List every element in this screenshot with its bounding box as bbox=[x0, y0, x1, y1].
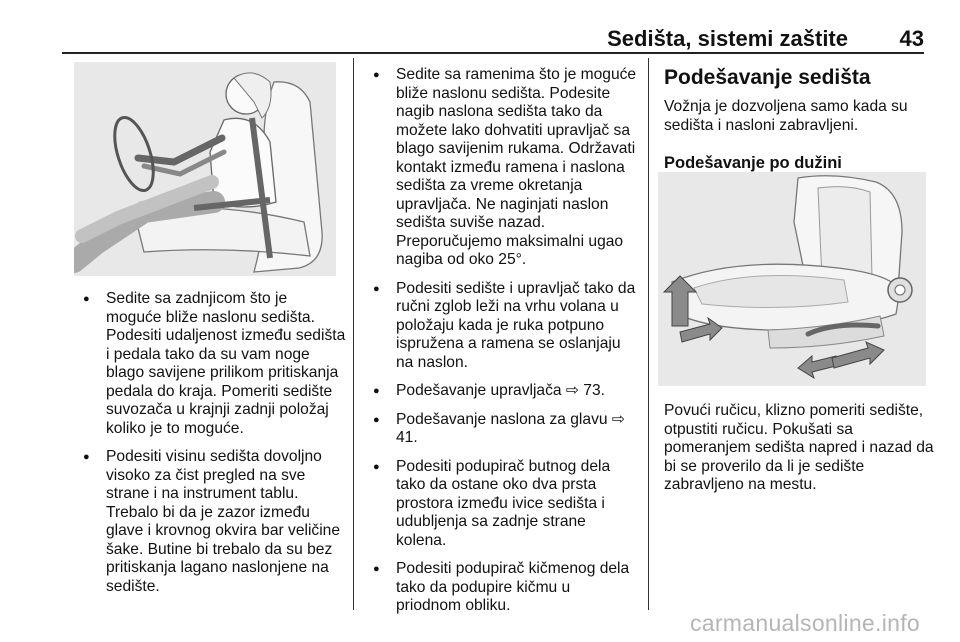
list-item: ● Sedite sa ramenima što je moguće bliže naslonu sedišta. Podesite nagib naslona sedišta tako da možete lako dohvatiti upravljač sa blago savijenim rukama. Održavati kontakt između ramena i naslona sedišta za vreme okretanja upravljača. Ne naginjati naslon sedišta suviše nazad. Preporučujemo maksimalni ugao nagiba od oko 25°. bbox=[372, 66, 638, 270]
list-item: ● Podesiti sedište i upravljač tako da ručni zglob leži na vrhu volana u položaju kada je ruka potpuno ispružena a ramena se oslanjaju na naslon. bbox=[372, 280, 638, 373]
section-intro: Vožnja je dozvoljena samo kada su sedišta i nasloni zabravljeni. bbox=[664, 98, 908, 134]
seat-adjustment-illustration bbox=[658, 172, 926, 386]
section-title: Podešavanje sedišta bbox=[664, 66, 871, 89]
seating-tips-list-1 bbox=[82, 290, 346, 596]
header-rule bbox=[62, 52, 924, 54]
driver-posture-drawing bbox=[74, 62, 336, 276]
page-header-title: Sedišta, sistemi zaštite bbox=[607, 26, 848, 51]
subsection-title: Podešavanje po dužini bbox=[664, 154, 842, 172]
page-number: 43 bbox=[899, 26, 924, 51]
column-divider-2 bbox=[648, 58, 649, 610]
list-item: ● Podešavanje upravljača ⇨ 73. bbox=[372, 382, 638, 401]
seat-adjustment-caption: Povući ručicu, klizno pomeriti sedište, otpustiti ručicu. Pokušati sa pomeranjem sedišta napred i nazad da bi se proverilo da li je sedište zabravljeno na mestu. bbox=[664, 402, 934, 493]
seat-adjustment-drawing bbox=[658, 172, 926, 386]
column-2 bbox=[372, 66, 638, 626]
column-3 bbox=[664, 66, 930, 173]
list-item: ● Podešavanje naslona za glavu ⇨ 41. bbox=[372, 411, 638, 448]
driver-posture-illustration bbox=[74, 62, 336, 276]
column-divider-1 bbox=[353, 58, 354, 610]
seating-tips-list-2 bbox=[372, 66, 638, 616]
column-1 bbox=[82, 290, 346, 606]
list-item: ● Podesiti podupirač kičmenog dela tako da podupire kičmu u priodnom obliku. bbox=[372, 560, 638, 616]
list-item: ● Sedite sa zadnjicom što je moguće bliže naslonu sedišta. Podesiti udaljenost između sedišta i pedala tako da su vam noge blago savijene prilikom pritiskanja pedala do kraja. Pomeriti sedište suvozača u krajnji zadnji položaj koliko je to moguće. bbox=[82, 290, 346, 438]
list-item: ● Podesiti podupirač butnog dela tako da ostane oko dva prsta prostora između ivice sedišta i udubljenja sa zadnje strane kolena. bbox=[372, 458, 638, 551]
watermark-text: carmanualsonline.info bbox=[689, 610, 920, 636]
list-item: ● Podesiti visinu sedišta dovoljno visoko za čist pregled na sve strane i na instrument tablu. Trebalo bi da je zazor između glave i krovnog okvira bar veličine šake. Butine bi trebalo da su bez pritiskanja lagano naslonjene na sedište. bbox=[82, 448, 346, 596]
